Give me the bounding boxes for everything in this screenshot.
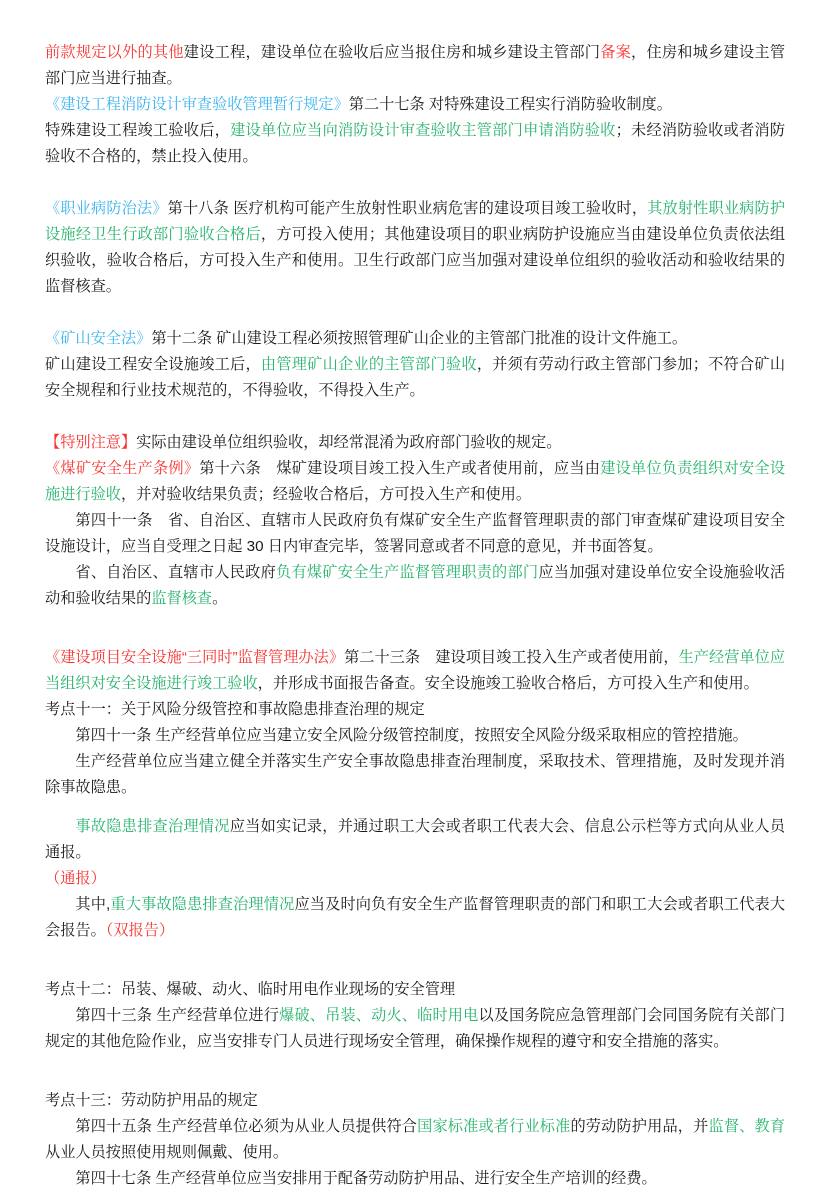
paragraph-article-47-funding xyxy=(45,1166,785,1192)
paragraph-article-43-dangerous-operations xyxy=(45,1003,785,1055)
paragraph-coal-mine-safety-regulation xyxy=(45,456,785,508)
text-highlight-red: 前款规定以外的其他 xyxy=(45,44,184,61)
text-plain: 第十八条 医疗机构可能产生放射性职业病危害的建设项目竣工验收时， xyxy=(167,200,648,217)
text-plain: ，并对验收结果负责；经验收合格后，方可投入生产和使用。 xyxy=(120,486,531,503)
text-highlight-green: 监督、教育 xyxy=(708,1118,786,1135)
text-plain: 特殊建设工程竣工验收后， xyxy=(45,122,231,139)
text-plain: 省、自治区、直辖市人民政府 xyxy=(75,564,277,581)
text-highlight-green: 重大事故隐患排查治理情况 xyxy=(110,896,295,913)
text-highlight-red: 备案 xyxy=(600,44,632,61)
paragraph-spacer xyxy=(45,1055,785,1088)
paragraph-provincial-supervision xyxy=(45,560,785,612)
text-plain: 。 xyxy=(212,590,228,607)
text-highlight-green: 国家标准或者行业标准 xyxy=(417,1118,571,1135)
text-highlight-green: 爆破、吊装、动火、临时用电 xyxy=(279,1007,479,1024)
paragraph-spacer xyxy=(45,801,785,814)
text-highlight-red: （双报告） xyxy=(105,922,175,939)
text-plain: 应当加强对建设单位安全设施验收活动和验收结果的 xyxy=(45,564,786,607)
text-highlight-green: 其放射性职业病防护设施经卫生行政部门验收合格后 xyxy=(45,200,786,243)
text-highlight-green: 由管理矿山企业的主管部门验收 xyxy=(260,356,477,373)
text-plain: 第四十五条 生产经营单位必须为从业人员提供符合 xyxy=(75,1118,418,1135)
text-plain: ，并形成书面报告备查。安全设施竣工验收合格后，方可投入生产和使用。 xyxy=(257,675,759,692)
text-special-notice-marker: 【特别注意】 xyxy=(45,434,137,451)
text-plain: 第十六条 煤矿建设项目竣工投入生产或者使用前，应当由 xyxy=(199,460,601,477)
paragraph-spacer xyxy=(45,944,785,977)
text-plain: ，并须有劳动行政主管部门参加；不符合矿山安全规程和行业技术规范的，不得验收，不得投入生产。 xyxy=(45,356,786,399)
document-body xyxy=(45,40,785,1192)
paragraph-three-simultaneous-measures xyxy=(45,645,785,697)
text-plain: 考点十一：关于风险分级管控和事故隐患排查治理的规定 xyxy=(45,701,425,718)
paragraph-article-41-risk-grading xyxy=(45,723,785,749)
paragraph-mine-safety-law xyxy=(45,326,785,352)
text-plain: 应当及时向负有安全生产监督管理职责的部门和职工大会或者职工代表大会报告。 xyxy=(45,896,786,939)
text-plain: 第四十三条 生产经营单位进行 xyxy=(75,1007,280,1024)
text-law-title-blue: 《职业病防治法》 xyxy=(45,200,168,217)
text-law-title-red: 《煤矿安全生产条例》 xyxy=(45,460,200,477)
text-highlight-green: 生产经营单位应当组织对安全设施进行竣工验收 xyxy=(45,649,786,692)
text-highlight-red: （通报） xyxy=(45,870,106,887)
text-plain: ，方可投入使用；其他建设项目的职业病防护设施应当由建设单位负责依法组织验收，验收合格后，方可投入生产和使用。卫生行政部门应当加强对建设单位组织的验收活动和验收结果的监督核查。 xyxy=(45,226,786,295)
text-plain: 实际由建设单位组织验收，却经常混淆为政府部门验收的规定。 xyxy=(136,434,562,451)
paragraph-special-project-fire-acceptance xyxy=(45,118,785,170)
text-plain: 其中, xyxy=(75,896,111,913)
text-highlight-green: 建设单位负责组织对安全设施进行验收 xyxy=(45,460,786,503)
paragraph-occupational-disease-law xyxy=(45,196,785,300)
text-plain: 生产经营单位应当建立健全并落实生产安全事故隐患排查治理制度，采取技术、管理措施，及时发现并消除事故隐患。 xyxy=(45,753,785,796)
text-plain: 第四十七条 生产经营单位应当安排用于配备劳动防护用品、进行安全生产培训的经费。 xyxy=(75,1170,657,1187)
paragraph-other-construction-projects xyxy=(45,40,785,92)
text-plain: 考点十二：吊装、爆破、动火、临时用电作业现场的安全管理 xyxy=(45,981,456,998)
paragraph-article-41-coal xyxy=(45,508,785,560)
text-highlight-green: 监督核查 xyxy=(151,590,213,607)
text-plain: ，住房和城乡建设主管部门应当进行抽查。 xyxy=(45,44,786,87)
paragraph-major-hazard-dual-report xyxy=(45,892,785,944)
text-highlight-green: 事故隐患排查治理情况 xyxy=(75,818,230,835)
text-plain: 第四十一条 生产经营单位应当建立安全风险分级管控制度，按照安全风险分级采取相应的管控措施。 xyxy=(75,727,748,744)
paragraph-spacer xyxy=(45,404,785,430)
text-plain: 矿山建设工程安全设施竣工后， xyxy=(45,356,261,373)
text-plain: 从业人员按照使用规则佩戴、使用。 xyxy=(45,1144,288,1161)
text-highlight-green: 建设单位应当向消防设计审查验收主管部门申请消防验收 xyxy=(230,122,616,139)
text-plain: 应当如实记录，并通过职工大会或者职工代表大会、信息公示栏等方式向从业人员通报。 xyxy=(45,818,786,861)
text-plain: ；未经消防验收或者消防验收不合格的，禁止投入使用。 xyxy=(45,122,786,165)
text-law-title-blue: 《矿山安全法》 xyxy=(45,330,152,347)
paragraph-fire-design-review-regulation xyxy=(45,92,785,118)
paragraph-mine-safety-facility-acceptance xyxy=(45,352,785,404)
paragraph-notification-tag xyxy=(45,866,785,892)
paragraph-special-notice xyxy=(45,430,785,456)
text-law-title-blue: 《建设工程消防设计审查验收管理暂行规定》 xyxy=(45,96,349,113)
paragraph-hazard-investigation-system xyxy=(45,749,785,801)
text-highlight-green: 负有煤矿安全生产监督管理职责的部门 xyxy=(276,564,539,581)
text-plain: 第十二条 矿山建设工程必须按照管理矿山企业的主管部门批准的设计文件施工。 xyxy=(151,330,688,347)
paragraph-article-45-protective-equipment xyxy=(45,1114,785,1166)
text-law-title-red: 《建设项目安全设施“三同时”监督管理办法》 xyxy=(45,649,345,666)
paragraph-spacer xyxy=(45,170,785,196)
paragraph-hazard-record-notification xyxy=(45,814,785,866)
text-plain: 以及国务院应急管理部门会同国务院有关部门规定的其他危险作业，应当安排专门人员进行现场安全管理，确保操作规程的遵守和安全措施的落实。 xyxy=(45,1007,786,1050)
text-plain: 第二十三条 建设项目竣工投入生产或者使用前， xyxy=(344,649,679,666)
text-plain: 考点十三：劳动防护用品的规定 xyxy=(45,1092,258,1109)
paragraph-spacer xyxy=(45,300,785,326)
paragraph-spacer xyxy=(45,612,785,645)
text-plain: 第二十七条 对特殊建设工程实行消防验收制度。 xyxy=(348,96,672,113)
heading-exam-point-13 xyxy=(45,1088,785,1114)
heading-exam-point-11 xyxy=(45,697,785,723)
text-plain: 的劳动防护用品，并 xyxy=(570,1118,709,1135)
text-plain: 建设工程，建设单位在验收后应当报住房和城乡建设主管部门 xyxy=(183,44,601,61)
heading-exam-point-12 xyxy=(45,977,785,1003)
text-plain: 第四十一条 省、自治区、直辖市人民政府负有煤矿安全生产监督管理职责的部门审查煤矿建设项目安全设施设计，应当自受理之日起 30 日内审查完毕，签署同意或者不同意的意见，并书面答复。 xyxy=(45,512,785,555)
